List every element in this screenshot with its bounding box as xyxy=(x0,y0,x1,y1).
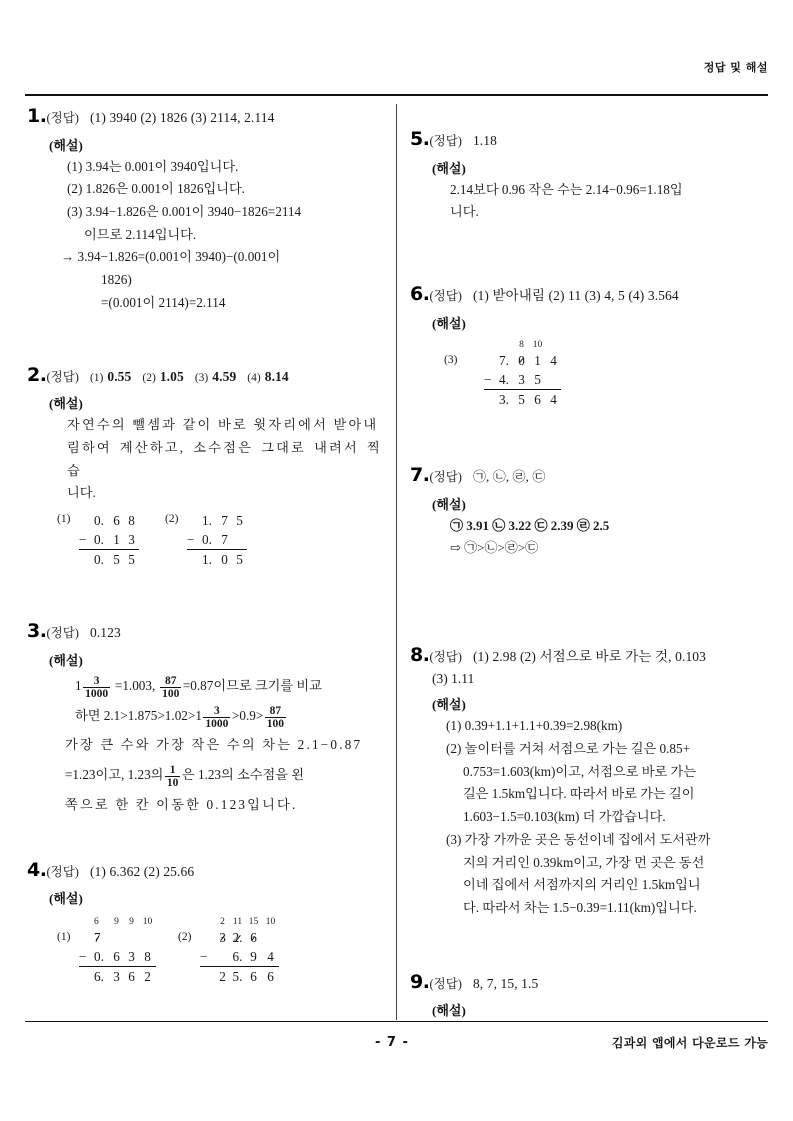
problem-7 xyxy=(410,463,765,559)
digit: 2 xyxy=(219,969,226,985)
digit: 9 xyxy=(250,949,257,965)
borrow-digit: 11 xyxy=(232,917,243,928)
solution-line: 지의 거리인 0.39km이고, 가장 먼 곳은 동선 xyxy=(463,854,705,870)
result-row xyxy=(79,967,156,986)
solution-line: 니다. xyxy=(450,204,479,220)
problem-9-answer: 8, 7, 15, 1.5 xyxy=(472,975,539,991)
minuend-row xyxy=(200,928,279,947)
problem-6-number: 6. xyxy=(410,283,430,306)
fraction xyxy=(83,675,110,700)
solution-tag: (해설) xyxy=(432,496,466,512)
solution-arrow-line-2: 1826) xyxy=(101,272,132,288)
problem-4 xyxy=(27,858,382,987)
comparison-mid: >0.9> xyxy=(231,707,264,723)
calc-label: (1) xyxy=(57,513,71,526)
digit: 5 xyxy=(534,371,541,387)
digit: 5 xyxy=(113,552,120,568)
subtrahend-row xyxy=(79,530,139,550)
digit: 2 xyxy=(144,969,151,985)
column-divider-rule xyxy=(396,104,397,1020)
vertical-calculation xyxy=(57,511,139,569)
problem-5-answer: 1.18 xyxy=(472,133,497,148)
solution-line: (1) 3.94는 0.001이 3940입니다. xyxy=(67,158,239,174)
problem-7-answer: ㉠, ㉡, ㉣, ㉢ xyxy=(472,469,546,485)
problem-6-answer: (1) 받아내림 (2) 11 (3) 4, 5 (4) 3.564 xyxy=(472,288,679,304)
problem-8-answer: (1) 2.98 (2) 서점으로 바로 가는 것, 0.103 xyxy=(472,649,706,665)
fraction xyxy=(265,705,286,730)
digit: 6 xyxy=(267,969,274,985)
answer-part-marker: (1) xyxy=(89,371,104,384)
digit: 6. xyxy=(232,949,243,965)
problem-5-number: 5. xyxy=(410,128,430,150)
solution-tag: (해설) xyxy=(49,396,83,412)
digit: 4 xyxy=(550,391,557,407)
solution-line: 1.603−1.5=0.103(km) 더 가깝습니다. xyxy=(463,809,666,825)
problem-2-number: 2. xyxy=(27,363,47,386)
digit: 1. xyxy=(202,513,212,529)
vertical-calculation xyxy=(178,917,279,986)
fraction xyxy=(165,764,181,789)
vertical-calculation xyxy=(165,511,247,569)
solution-line: 니다. xyxy=(67,485,96,501)
subtrahend-row xyxy=(187,530,247,550)
solution-line-1 xyxy=(75,671,382,701)
answer-tag: (정답) xyxy=(46,369,79,384)
minus-operator: − xyxy=(79,532,87,548)
denominator: 1000 xyxy=(85,688,109,701)
mixed-integer-part: 1 xyxy=(75,678,82,694)
left-column xyxy=(27,104,382,991)
solution-tag: (해설) xyxy=(432,160,466,176)
problem-1-solution xyxy=(61,156,382,315)
answer-tag: (정답) xyxy=(429,650,462,665)
solution-line-5: 쪽으로 한 칸 이동한 0.123입니다. xyxy=(65,796,298,812)
digit: 6 xyxy=(113,513,120,529)
solution-arrow-line-3: =(0.001이 2114)=2.114 xyxy=(101,294,226,310)
solution-tag: (해설) xyxy=(432,315,466,331)
problem-6-vertical-calculation xyxy=(444,340,765,409)
answer-part-value: 8.14 xyxy=(264,368,289,384)
problem-7-solution xyxy=(450,515,765,560)
problem-6 xyxy=(410,282,765,409)
calc-label: (2) xyxy=(165,513,179,526)
header-title: 정답 및 해설 xyxy=(703,61,768,74)
borrow-digit: 10 xyxy=(265,917,276,928)
line4-suffix: 은 1.23의 소수점을 왼 xyxy=(181,767,305,783)
numerator: 87 xyxy=(269,704,282,717)
numerator: 3 xyxy=(93,675,100,688)
struck-digit: 3 xyxy=(219,928,226,947)
solution-tag: (해설) xyxy=(49,653,83,669)
digit: 0. xyxy=(94,552,104,568)
answer-tag: (정답) xyxy=(429,134,462,148)
line4-prefix: =1.23이고, 1.23의 xyxy=(65,767,164,783)
digit: 7. xyxy=(499,352,509,368)
problem-3 xyxy=(27,619,382,819)
digit: 5 xyxy=(236,513,243,529)
digit: 5. xyxy=(232,969,243,985)
solution-line: (3) 3.94−1.826은 0.001이 3940−1826=2114 xyxy=(67,204,302,220)
problem-1-answer: (1) 3940 (2) 1826 (3) 2114, 2.114 xyxy=(89,110,275,125)
result-row xyxy=(200,967,279,986)
problem-5-solution xyxy=(450,179,765,224)
digit: 5 xyxy=(128,552,135,568)
struck-digit: 0 xyxy=(518,351,525,370)
denominator: 100 xyxy=(162,688,180,701)
solution-line: (3) 가장 가까운 곳은 동선이네 집에서 도서관까 xyxy=(446,831,711,847)
minus-operator: − xyxy=(187,532,195,548)
right-column xyxy=(410,104,765,1023)
minuend-row xyxy=(79,511,139,530)
borrow-row xyxy=(200,917,279,928)
solution-tag: (해설) xyxy=(432,1003,466,1019)
digit: 0. xyxy=(202,532,212,548)
digit: 0 xyxy=(221,552,228,568)
answer-tag: (정답) xyxy=(46,864,79,879)
minuend-row xyxy=(484,351,561,370)
solution-line: 자연수의 뺄셈과 같이 바로 윗자리에서 받아내 xyxy=(67,417,379,433)
digit: 6. xyxy=(94,969,104,985)
borrow-row xyxy=(79,917,156,928)
problem-8-solution xyxy=(446,715,765,919)
numerator: 1 xyxy=(169,764,176,777)
numerator: 87 xyxy=(164,675,177,688)
digit: 3 xyxy=(128,949,135,965)
digit: 1 xyxy=(534,352,541,368)
answer-part-marker: (2) xyxy=(142,371,156,384)
digit: 3 xyxy=(518,371,525,387)
solution-line: (2) 놀이터를 거쳐 서점으로 가는 길은 0.85+ xyxy=(446,740,691,756)
problem-1-number: 1. xyxy=(27,105,47,127)
digit: 4 xyxy=(550,352,557,368)
denominator: 100 xyxy=(266,718,285,731)
answer-tag: (정답) xyxy=(46,111,79,125)
solution-line: (2) 1.826은 0.001이 1826입니다. xyxy=(67,181,245,197)
vertical-calculation xyxy=(444,340,561,409)
fraction xyxy=(203,705,230,730)
equals-value: =1.003, xyxy=(114,678,156,694)
solution-line: 길은 1.5km입니다. 따라서 바로 가는 길이 xyxy=(463,786,695,802)
result-row xyxy=(484,390,561,409)
digit: 6 xyxy=(250,969,257,985)
solution-line-3: 가장 큰 수와 가장 작은 수의 차는 2.1−0.87 xyxy=(65,737,363,753)
problem-8 xyxy=(410,643,765,919)
solution-line-4 xyxy=(65,760,382,790)
minus-operator: − xyxy=(79,949,87,965)
borrow-digit: 15 xyxy=(248,917,259,928)
solution-arrow-line: → 3.94−1.826=(0.001이 3940)−(0.001이 xyxy=(61,249,281,265)
page-footer xyxy=(25,1034,768,1051)
problem-2 xyxy=(27,363,382,570)
problem-9 xyxy=(410,970,765,1020)
answer-part-marker: (3) xyxy=(194,371,209,384)
digit: 7 xyxy=(221,532,228,548)
problem-8-number: 8. xyxy=(410,644,430,667)
problem-3-number: 3. xyxy=(27,620,47,643)
solution-tag: (해설) xyxy=(49,891,83,907)
borrow-row xyxy=(484,340,561,351)
borrow-digit: 8 xyxy=(519,339,524,350)
minus-operator: − xyxy=(484,371,492,387)
digit: 0. xyxy=(94,513,104,529)
answer-tag: (정답) xyxy=(429,289,462,304)
answer-tag: (정답) xyxy=(429,470,462,485)
solution-line-2 xyxy=(75,701,382,731)
solution-line: 이므로 2.114입니다. xyxy=(84,226,197,242)
problem-7-number: 7. xyxy=(410,464,430,487)
comparison-prefix: 하면 2.1>1.875>1.02>1 xyxy=(75,707,202,723)
solution-line: 0.753=1.603(km)이고, 서점으로 바로 가는 xyxy=(463,763,696,779)
digit: 6 xyxy=(113,949,120,965)
answer-part-value: 0.55 xyxy=(107,368,132,384)
problem-4-vertical-calculations xyxy=(57,917,382,986)
digit: 7 xyxy=(221,513,228,529)
problem-1 xyxy=(27,104,382,315)
answer-tag: (정답) xyxy=(46,626,79,641)
ordering-line: ⇨ ㉠>㉡>㉣>㉢ xyxy=(450,540,539,556)
digit: 3 xyxy=(128,532,135,548)
struck-digit: 6 xyxy=(250,928,257,947)
borrow-digit: 9 xyxy=(129,917,134,928)
problem-2-solution xyxy=(67,414,382,505)
problem-3-answer: 0.123 xyxy=(89,625,121,641)
digit: 4 xyxy=(267,949,274,965)
problem-4-number: 4. xyxy=(27,858,47,881)
digit: 1 xyxy=(113,532,120,548)
digit: 8 xyxy=(128,513,135,529)
digit: 0. xyxy=(94,949,104,965)
subtrahend-row xyxy=(200,947,279,967)
answer-tag: (정답) xyxy=(429,976,462,991)
solution-line: 2.14보다 0.96 작은 수는 2.14−0.96=1.18입 xyxy=(450,181,683,197)
borrow-digit: 6 xyxy=(94,917,99,928)
problem-4-answer: (1) 6.362 (2) 25.66 xyxy=(89,863,195,879)
minuend-row xyxy=(187,511,247,530)
digit: 5 xyxy=(518,391,525,407)
problem-2-vertical-calculations xyxy=(57,511,382,569)
result-row xyxy=(187,550,247,569)
denominator: 10 xyxy=(166,777,179,790)
solution-line: 다. 따라서 차는 1.5−0.39=1.11(km)입니다. xyxy=(463,899,697,915)
digit: 8 xyxy=(144,949,151,965)
digit: 6 xyxy=(534,391,541,407)
struck-digit: 2. xyxy=(233,928,243,947)
denominator: 1000 xyxy=(205,718,229,731)
solution-line: 림하여 계산하고, 소수점은 그대로 내려서 찍습 xyxy=(67,439,382,478)
solution-tag: (해설) xyxy=(49,137,83,153)
calc-label: (1) xyxy=(57,931,71,944)
fraction xyxy=(160,675,181,700)
borrow-digit: 10 xyxy=(142,917,153,928)
solution-line: (1) 0.39+1.1+1.1+0.39=2.98(km) xyxy=(446,718,623,734)
subtrahend-row xyxy=(79,947,156,967)
page-header xyxy=(25,58,768,88)
result-row xyxy=(79,550,139,569)
problem-9-number: 9. xyxy=(410,970,430,993)
borrow-digit: 10 xyxy=(532,339,543,350)
page-number: - 7 - xyxy=(375,1035,409,1050)
problem-8-answer-continued: (3) 1.11 xyxy=(432,671,475,687)
vertical-calculation xyxy=(57,917,156,986)
digit: 0. xyxy=(94,532,104,548)
subtrahend-row xyxy=(484,370,561,390)
problem-3-solution xyxy=(65,671,382,820)
choice-values-line: ㉠ 3.91 ㉡ 3.22 ㉢ 2.39 ㉣ 2.5 xyxy=(450,517,610,533)
borrow-digit: 9 xyxy=(114,917,119,928)
problem-5 xyxy=(410,127,765,224)
struck-digit: 7 xyxy=(94,928,101,947)
borrow-digit: 2 xyxy=(220,917,225,928)
answer-part-marker: (4) xyxy=(247,371,261,384)
digit: 3. xyxy=(499,391,509,407)
digit: 6 xyxy=(128,969,135,985)
line-suffix: =0.87이므로 크기를 비교 xyxy=(182,678,322,694)
minuend-row xyxy=(79,928,156,947)
calc-label: (2) xyxy=(178,931,192,944)
footer-divider-rule xyxy=(25,1021,768,1022)
minus-operator: − xyxy=(200,949,208,965)
digit: 4. xyxy=(499,371,509,387)
answer-part-value: 1.05 xyxy=(159,368,184,384)
footer-note: 김과외 앱에서 다운로드 가능 xyxy=(611,1036,768,1050)
header-divider-rule xyxy=(25,94,768,96)
digit: 5 xyxy=(236,552,243,568)
solution-line: 이네 집에서 서점까지의 거리인 1.5km입니 xyxy=(463,877,701,893)
digit: 1. xyxy=(202,552,212,568)
digit: 3 xyxy=(113,969,120,985)
calc-label: (3) xyxy=(444,353,458,366)
answer-part-value: 4.59 xyxy=(212,368,237,384)
numerator: 3 xyxy=(214,704,220,717)
solution-tag: (해설) xyxy=(432,697,466,713)
